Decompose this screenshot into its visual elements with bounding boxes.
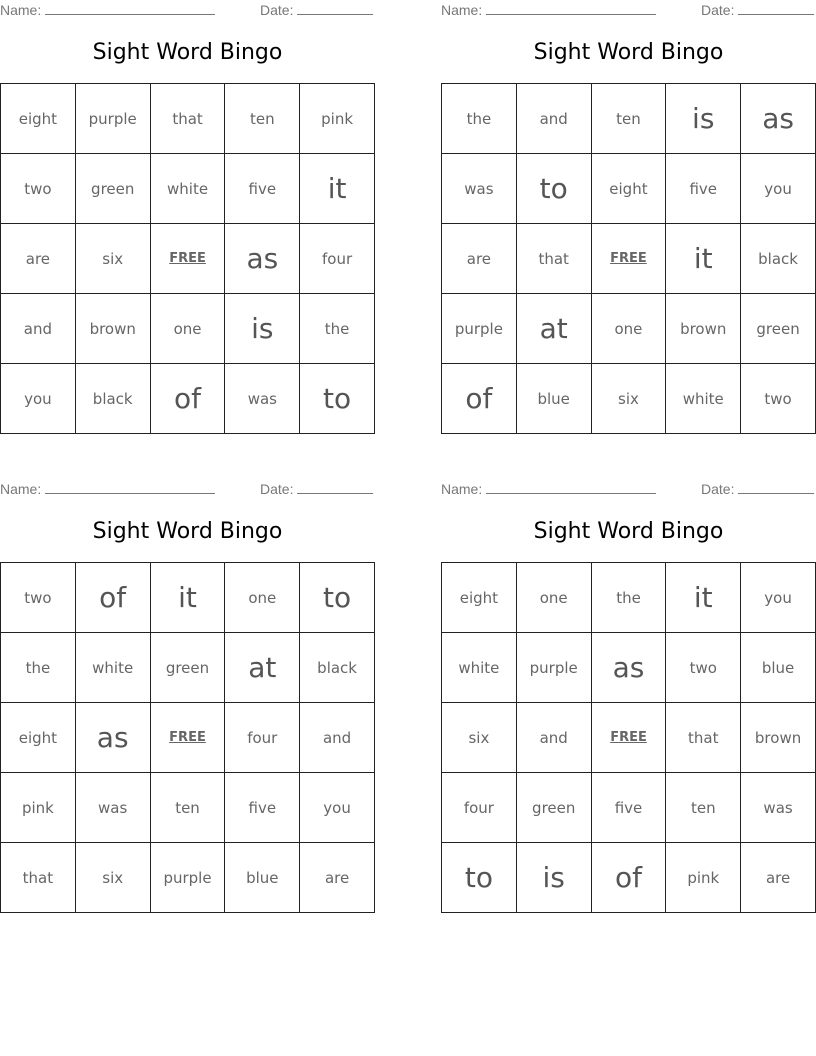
bingo-cell: is — [666, 84, 741, 154]
name-label: Name: — [441, 2, 483, 18]
bingo-cell: are — [741, 843, 816, 913]
bingo-cell: five — [225, 154, 300, 224]
bingo-cell: purple — [516, 633, 591, 703]
bingo-cell: and — [516, 703, 591, 773]
name-label: Name: — [0, 2, 42, 18]
bingo-row — [1, 843, 375, 913]
date-label: Date: — [260, 481, 294, 497]
bingo-cell: white — [442, 633, 517, 703]
bingo-row — [442, 773, 816, 843]
name-line — [45, 2, 215, 15]
bingo-cell: blue — [516, 364, 591, 434]
bingo-cell: the — [300, 294, 375, 364]
bingo-cell: to — [442, 843, 517, 913]
bingo-cell: was — [225, 364, 300, 434]
bingo-cell: five — [591, 773, 666, 843]
bingo-row — [1, 294, 375, 364]
bingo-cell: of — [442, 364, 517, 434]
name-label: Name: — [441, 481, 483, 497]
bingo-cell: black — [300, 633, 375, 703]
bingo-cell: two — [666, 633, 741, 703]
bingo-cell: is — [225, 294, 300, 364]
bingo-cell: and — [1, 294, 76, 364]
bingo-row — [442, 224, 816, 294]
bingo-row — [442, 563, 816, 633]
name-field — [0, 2, 215, 18]
card-header — [0, 2, 375, 20]
bingo-cell: it — [150, 563, 225, 633]
bingo-cell: six — [442, 703, 517, 773]
free-space: FREE — [150, 224, 225, 294]
bingo-cell: to — [300, 563, 375, 633]
bingo-cell: white — [666, 364, 741, 434]
bingo-cell: that — [666, 703, 741, 773]
bingo-cell: purple — [442, 294, 517, 364]
bingo-grid — [0, 83, 375, 434]
bingo-cell: was — [741, 773, 816, 843]
bingo-cell: and — [300, 703, 375, 773]
free-space: FREE — [591, 703, 666, 773]
date-line — [297, 481, 373, 494]
bingo-cell: four — [300, 224, 375, 294]
bingo-cell: you — [300, 773, 375, 843]
bingo-row — [442, 703, 816, 773]
bingo-cell: ten — [666, 773, 741, 843]
bingo-cell: brown — [666, 294, 741, 364]
bingo-cell: as — [741, 84, 816, 154]
date-line — [297, 2, 373, 15]
card-title: Sight Word Bingo — [533, 519, 724, 544]
name-line — [486, 481, 656, 494]
bingo-grid — [441, 83, 816, 434]
bingo-cell: pink — [300, 84, 375, 154]
bingo-row — [442, 633, 816, 703]
bingo-cell: of — [75, 563, 150, 633]
bingo-cell: white — [75, 633, 150, 703]
bingo-cell: that — [150, 84, 225, 154]
bingo-cell: as — [75, 703, 150, 773]
bingo-cell: two — [1, 563, 76, 633]
bingo-row — [1, 224, 375, 294]
bingo-cell: of — [150, 364, 225, 434]
bingo-row — [442, 294, 816, 364]
date-line — [738, 2, 814, 15]
card-title: Sight Word Bingo — [92, 519, 283, 544]
bingo-row — [442, 843, 816, 913]
bingo-cell: the — [442, 84, 517, 154]
bingo-cell: black — [741, 224, 816, 294]
bingo-cell: are — [442, 224, 517, 294]
bingo-grid — [0, 562, 375, 913]
bingo-cell: pink — [666, 843, 741, 913]
bingo-cell: are — [1, 224, 76, 294]
card-title: Sight Word Bingo — [533, 40, 724, 65]
date-field — [260, 481, 373, 497]
bingo-cell: that — [1, 843, 76, 913]
bingo-cell: pink — [1, 773, 76, 843]
bingo-cell: you — [741, 563, 816, 633]
date-label: Date: — [701, 481, 735, 497]
card-header — [0, 481, 375, 499]
bingo-cell: five — [666, 154, 741, 224]
bingo-cell: of — [591, 843, 666, 913]
card-header — [441, 2, 816, 20]
bingo-cell: green — [516, 773, 591, 843]
bingo-cell: is — [516, 843, 591, 913]
bingo-row — [1, 773, 375, 843]
bingo-cell: are — [300, 843, 375, 913]
bingo-cell: eight — [591, 154, 666, 224]
bingo-cell: two — [1, 154, 76, 224]
bingo-cell: four — [442, 773, 517, 843]
bingo-cell: five — [225, 773, 300, 843]
bingo-cell: at — [516, 294, 591, 364]
bingo-cell: one — [516, 563, 591, 633]
bingo-cell: and — [516, 84, 591, 154]
bingo-row — [1, 563, 375, 633]
bingo-cell: eight — [442, 563, 517, 633]
bingo-cell: purple — [150, 843, 225, 913]
name-label: Name: — [0, 481, 42, 497]
bingo-row — [1, 364, 375, 434]
bingo-cell: eight — [1, 703, 76, 773]
date-line — [738, 481, 814, 494]
date-field — [260, 2, 373, 18]
name-line — [45, 481, 215, 494]
bingo-row — [442, 154, 816, 224]
bingo-cell: as — [225, 224, 300, 294]
bingo-cell: blue — [741, 633, 816, 703]
name-field — [441, 2, 656, 18]
bingo-cell: brown — [741, 703, 816, 773]
bingo-cell: one — [225, 563, 300, 633]
bingo-grid — [441, 562, 816, 913]
bingo-cell: blue — [225, 843, 300, 913]
bingo-cell: ten — [591, 84, 666, 154]
bingo-cell: was — [75, 773, 150, 843]
bingo-cell: four — [225, 703, 300, 773]
bingo-cell: six — [591, 364, 666, 434]
bingo-cell: the — [1, 633, 76, 703]
bingo-cell: was — [442, 154, 517, 224]
bingo-cell: to — [300, 364, 375, 434]
bingo-cell: one — [150, 294, 225, 364]
bingo-cell: six — [75, 224, 150, 294]
bingo-cell: the — [591, 563, 666, 633]
bingo-cell: you — [741, 154, 816, 224]
bingo-cell: it — [666, 563, 741, 633]
bingo-cell: ten — [225, 84, 300, 154]
free-space: FREE — [591, 224, 666, 294]
bingo-row — [1, 84, 375, 154]
bingo-cell: purple — [75, 84, 150, 154]
bingo-cell: it — [300, 154, 375, 224]
bingo-cell: at — [225, 633, 300, 703]
card-title: Sight Word Bingo — [92, 40, 283, 65]
bingo-cell: one — [591, 294, 666, 364]
bingo-cell: white — [150, 154, 225, 224]
name-field — [0, 481, 215, 497]
bingo-cell: green — [150, 633, 225, 703]
name-line — [486, 2, 656, 15]
date-field — [701, 481, 814, 497]
bingo-cell: green — [75, 154, 150, 224]
bingo-cell: green — [741, 294, 816, 364]
bingo-cell: six — [75, 843, 150, 913]
date-label: Date: — [701, 2, 735, 18]
bingo-row — [1, 633, 375, 703]
bingo-cell: two — [741, 364, 816, 434]
date-field — [701, 2, 814, 18]
bingo-cell: eight — [1, 84, 76, 154]
bingo-cell: to — [516, 154, 591, 224]
bingo-cell: it — [666, 224, 741, 294]
date-label: Date: — [260, 2, 294, 18]
bingo-cell: ten — [150, 773, 225, 843]
name-field — [441, 481, 656, 497]
bingo-row — [1, 154, 375, 224]
card-header — [441, 481, 816, 499]
bingo-cell: as — [591, 633, 666, 703]
bingo-row — [442, 84, 816, 154]
bingo-cell: brown — [75, 294, 150, 364]
free-space: FREE — [150, 703, 225, 773]
bingo-row — [442, 364, 816, 434]
bingo-cell: that — [516, 224, 591, 294]
bingo-row — [1, 703, 375, 773]
bingo-cell: black — [75, 364, 150, 434]
bingo-cell: you — [1, 364, 76, 434]
